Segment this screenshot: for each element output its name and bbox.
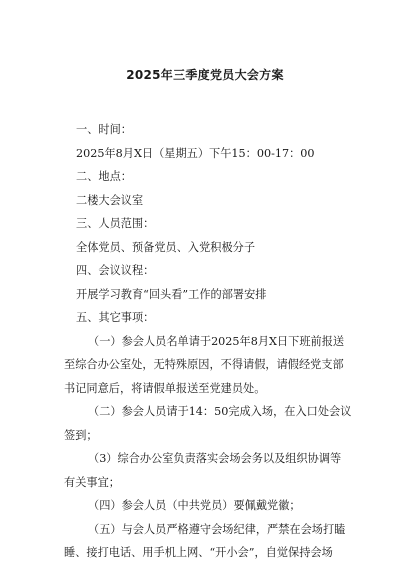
other-item-2-line-2: 签到； <box>64 428 98 442</box>
other-item-3-line-2: 有关事宜； <box>64 475 120 489</box>
section-heading-attendees: 三、人员范围： <box>76 217 155 230</box>
other-item-1 <box>64 330 360 401</box>
document-body <box>64 118 360 565</box>
section-content-time: 2025年8月X日（星期五）下午15：00-17：00 <box>76 146 315 160</box>
other-item-1-line-2: 至综合办公室处，无特殊原因，不得请假，请假经党支部 <box>64 358 344 371</box>
other-item-3-line-1: （3）综合办公室负责落实会场会务以及组织协调等 <box>88 452 342 465</box>
other-item-2-line-1: （二）参会人员请于14：50完成入场，在入口处会议 <box>88 405 352 418</box>
section-heading-location: 二、地点： <box>76 170 132 183</box>
section-content-agenda: 开展学习教育“回头看”工作的部署安排 <box>76 287 267 301</box>
other-item-2 <box>64 400 360 447</box>
other-item-1-line-1: （一）参会人员名单请于2025年8月X日下班前报送 <box>88 334 345 348</box>
section-heading-time: 一、时间： <box>76 123 132 136</box>
section-heading-agenda: 四、会议议程： <box>76 264 155 277</box>
other-item-5-line-1: （五）与会人员严格遵守会场纪律，严禁在会场打瞌 <box>88 522 346 536</box>
document-title: 2025年三季度党员大会方案 <box>126 68 284 82</box>
other-item-4-line-1: （四）参会人员（中共党员）要佩戴党徽； <box>88 499 301 512</box>
other-item-5 <box>64 518 360 565</box>
other-item-5-line-2: 睡、接打电话、用手机上网、“开小会”，自觉保持会场 <box>64 546 333 559</box>
section-content-location: 二楼大会议室 <box>76 193 144 207</box>
section-content-attendees: 全体党员、预备党员、入党积极分子 <box>76 240 256 254</box>
section-heading-other: 五、其它事项： <box>76 311 155 324</box>
other-item-1-line-3: 书记同意后，将请假单报送至党建员处。 <box>64 381 266 395</box>
other-item-4 <box>76 494 360 518</box>
other-item-3 <box>64 447 360 494</box>
